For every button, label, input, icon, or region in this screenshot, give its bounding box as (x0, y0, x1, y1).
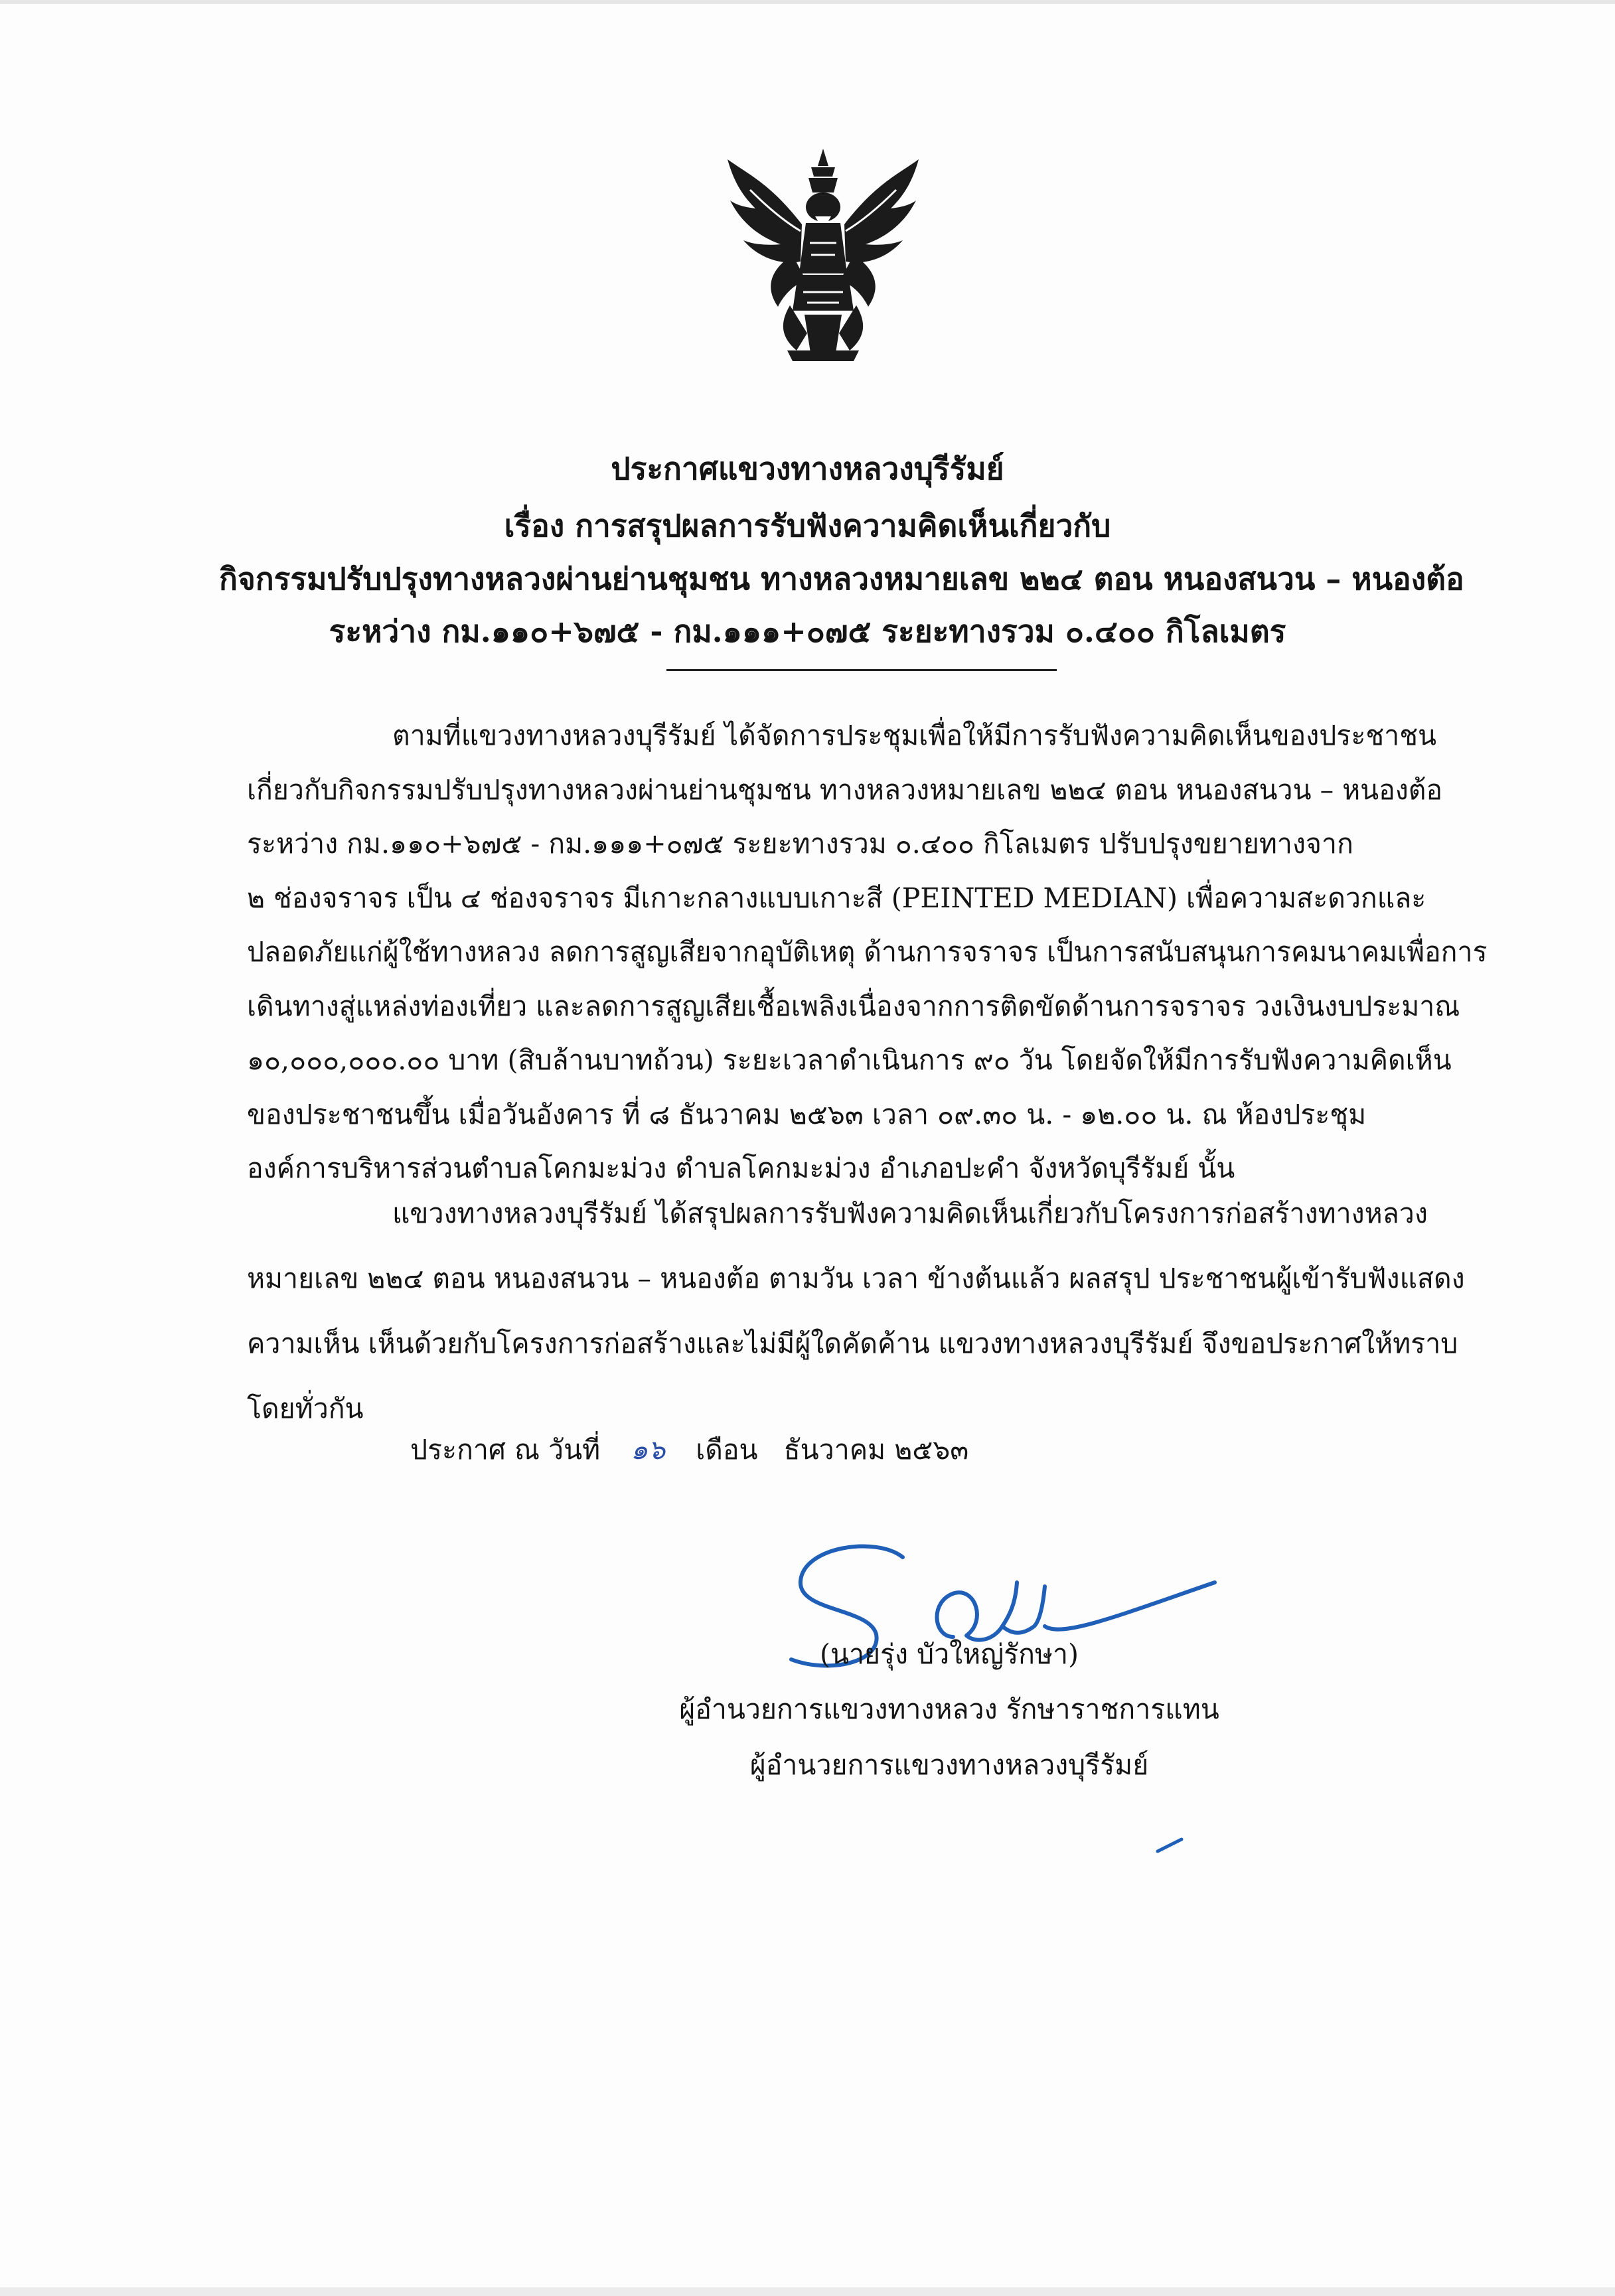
paragraph-line: เกี่ยวกับกิจกรรมปรับปรุงทางหลวงผ่านย่านชุมชน ทางหลวงหมายเลข ๒๒๔ ตอน หนองสนวน – หนองต้อ (247, 773, 1443, 806)
paragraph-line: แขวงทางหลวงบุรีรัมย์ ได้สรุปผลการรับฟังความคิดเห็นเกี่ยวกับโครงการก่อสร้างทางหลวง (392, 1197, 1428, 1229)
paragraph-line: ตามที่แขวงทางหลวงบุรีรัมย์ ได้จัดการประชุมเพื่อให้มีการรับฟังความคิดเห็นของประชาชน (392, 720, 1437, 751)
title-underline (666, 669, 1057, 671)
date-month-label: เดือน (696, 1434, 758, 1466)
date-prefix: ประกาศ ณ วันที่ (410, 1434, 601, 1466)
signature-tick-mark (1154, 1835, 1187, 1855)
announcement-section-line: ระหว่าง กม.๑๑๐+๖๗๕ - กม.๑๑๑+๐๗๕ ระยะทางรวม ๐.๔๐๐ กิโลเมตร (329, 613, 1286, 649)
body-paragraph-1 (247, 709, 1488, 1196)
date-month-year: ธันวาคม ๒๕๖๓ (783, 1434, 969, 1466)
paragraph-line: ๒ ช่องจราจร เป็น ๔ ช่องจราจร มีเกาะกลางแบบเกาะสี (PEINTED MEDIAN) เพื่อความสะดวกและ (247, 881, 1426, 914)
paragraph-line: ความเห็น เห็นด้วยกับโครงการก่อสร้างและไม่มีผู้ใดคัดค้าน แขวงทางหลวงบุรีรัมย์ จึงขอประกาศให้ทราบ (247, 1328, 1458, 1359)
date-day-handwritten: ๑๖ (631, 1434, 666, 1466)
signer-name: (นายรุ่ง บัวใหญ่รักษา) (819, 1638, 1079, 1670)
announcement-date (410, 1428, 968, 1472)
paragraph-line: ของประชาชนขึ้น เมื่อวันอังคาร ที่ ๘ ธันวาคม ๒๕๖๓ เวลา ๐๙.๓๐ น. - ๑๒.๐๐ น. ณ ห้องประชุม (247, 1098, 1367, 1130)
signer-position-line-1: ผู้อำนวยการแขวงทางหลวง รักษาราชการแทน (679, 1693, 1219, 1725)
paragraph-line: ปลอดภัยแก่ผู้ใช้ทางหลวง ลดการสูญเสียจากอุบัติเหตุ ด้านการจราจร เป็นการสนับสนุนการคมนาคมเพื่อการ (247, 936, 1488, 968)
announcement-subject: เรื่อง การสรุปผลการรับฟังความคิดเห็นเกี่ยวกับ (504, 508, 1111, 544)
paragraph-line: โดยทั่วกัน (247, 1393, 364, 1424)
scan-edge-bottom (0, 2287, 1615, 2296)
paragraph-line: องค์การบริหารส่วนตำบลโคกมะม่วง ตำบลโคกมะม่วง อำเภอปะคำ จังหวัดบุรีรัมย์ นั้น (247, 1152, 1235, 1184)
paragraph-line: ๑๐,๐๐๐,๐๐๐.๐๐ บาท (สิบล้านบาทถ้วน) ระยะเวลาดำเนินการ ๙๐ วัน โดยจัดให้มีการรับฟังความคิดเห็น (247, 1044, 1452, 1076)
body-paragraph-2 (247, 1181, 1465, 1441)
signer-position-line-2: ผู้อำนวยการแขวงทางหลวงบุรีรัมย์ (749, 1749, 1149, 1781)
paragraph-line: หมายเลข ๒๒๔ ตอน หนองสนวน – หนองต้อ ตามวัน เวลา ข้างต้นแล้ว ผลสรุป ประชาชนผู้เข้ารับฟังแสดง (247, 1263, 1465, 1294)
announcement-project-line: กิจกรรมปรับปรุงทางหลวงผ่านย่านชุมชน ทางหลวงหมายเลข ๒๒๔ ตอน หนองสนวน – หนองต้อ (219, 561, 1464, 597)
paragraph-line: เดินทางสู่แหล่งท่องเที่ยว และลดการสูญเสียเชื้อเพลิงเนื่องจากการติดขัดด้านการจราจร วงเงินงบประมาณ (247, 990, 1460, 1022)
paragraph-line: ระหว่าง กม.๑๑๐+๖๗๕ - กม.๑๑๑+๐๗๕ ระยะทางรวม ๐.๔๐๐ กิโลเมตร ปรับปรุงขยายทางจาก (247, 828, 1353, 860)
garuda-emblem-icon (724, 143, 923, 362)
scan-edge-top (0, 0, 1615, 4)
announcement-title: ประกาศแขวงทางหลวงบุรีรัมย์ (611, 451, 1004, 487)
